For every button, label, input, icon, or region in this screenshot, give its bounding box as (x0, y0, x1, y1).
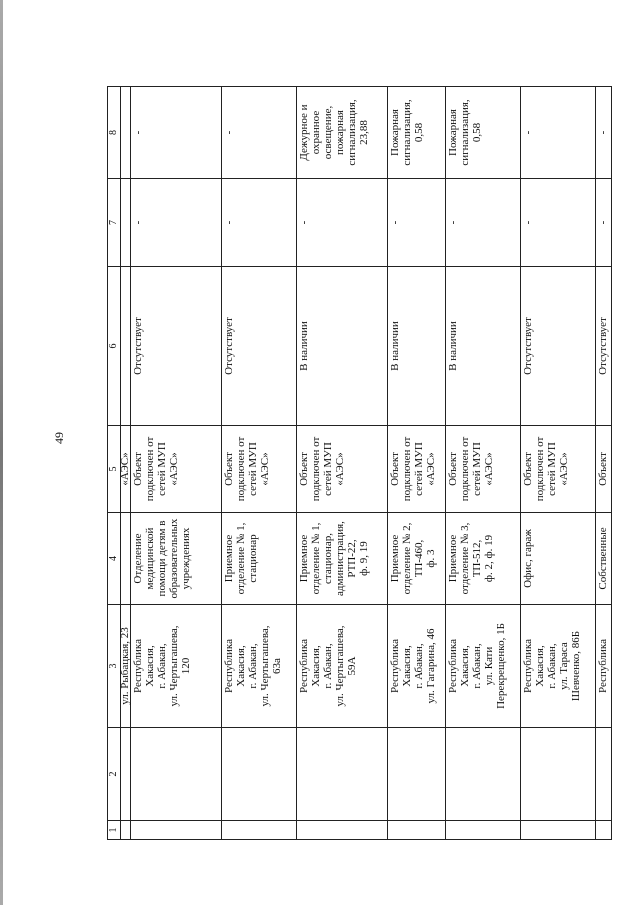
table-cell: В наличии (388, 267, 446, 426)
table-cell (131, 728, 222, 821)
table-cell: Приемное отделение № 2, ТП-460, ф. 3 (388, 513, 446, 605)
table-cell: Республика Хакасия, г. Абакан, ул. Чертыгашева, 63а (222, 605, 297, 728)
table-cell: Объект подключен от сетей МУП «АЭС» (445, 426, 520, 513)
table-cell: Республика Хакасия, г. Абакан, ул. Чертыгашева, 59А (297, 605, 388, 728)
table-cell: - (445, 179, 520, 267)
table-cell (121, 179, 131, 267)
continuation-row (121, 87, 131, 840)
rotated-table-wrapper (107, 87, 612, 840)
table-row (297, 87, 388, 840)
table-cell: Приемное отделение № 1, стационар (222, 513, 297, 605)
table-cell: Объект подключен от сетей МУП «АЭС» (222, 426, 297, 513)
table-cell: Объект подключен от сетей МУП «АЭС» (297, 426, 388, 513)
data-table (107, 86, 612, 840)
table-cell (388, 821, 446, 840)
table-cell: Отсутствует (596, 267, 612, 426)
table-cell: Дежурное и охранное освещение, пожарная сигнализация, 23,88 (297, 87, 388, 179)
table-cell: Отделение медицинской помощи детям в образовательных учреждениях (131, 513, 222, 605)
table-cell: Объект подключен от сетей МУП «АЭС» (388, 426, 446, 513)
table-cell: - (222, 179, 297, 267)
table-cell (121, 821, 131, 840)
table-cell (521, 728, 596, 821)
table-cell (596, 728, 612, 821)
table-cell: Пожарная сигнализация, 0,58 (445, 87, 520, 179)
table-cell: - (596, 179, 612, 267)
header-cell: 4 (108, 513, 121, 605)
table-cell (121, 87, 131, 179)
table-cell: Пожарная сигнализация, 0,58 (388, 87, 446, 179)
table-cell: Объект подключен от сетей МУП «АЭС» (521, 426, 596, 513)
table-row (445, 87, 520, 840)
table-cell: Собственные (596, 513, 612, 605)
table-cell (222, 728, 297, 821)
table-row (388, 87, 446, 840)
table-cell: Республика Хакасия, г. Абакан, ул. Гагарина, 46 (388, 605, 446, 728)
table-cell: - (596, 87, 612, 179)
table-cell: Объект подключен от сетей МУП «АЭС» (131, 426, 222, 513)
table-cell: Республика Хакасия, г. Абакан, ул. Кати Перекрещенко, 1Б (445, 605, 520, 728)
table-cell: Республика (596, 605, 612, 728)
page-number: 49 (52, 432, 66, 444)
table-cell: Республика Хакасия, г. Абакан, ул. Чертыгашева, 120 (131, 605, 222, 728)
table-cell: - (521, 87, 596, 179)
table-cell: Объект (596, 426, 612, 513)
table-cell: «АЭС» (121, 426, 131, 513)
table-cell: Отсутствует (222, 267, 297, 426)
table-cell (596, 821, 612, 840)
table-cell (222, 821, 297, 840)
table-cell: - (131, 87, 222, 179)
table-cell (388, 728, 446, 821)
table-cell: Приемное отделение № 1, стационар, администрация, РТП-22, ф. 9, 19 (297, 513, 388, 605)
scan-edge (0, 0, 3, 905)
header-cell: 2 (108, 728, 121, 821)
table-cell: Отсутствует (521, 267, 596, 426)
table-cell (297, 728, 388, 821)
table-cell: Республика Хакасия, г. Абакан, ул. Тараса Шевченко, 86Б (521, 605, 596, 728)
table-cell: ул. Рыбацкая, 23 (121, 605, 131, 728)
table-cell (121, 513, 131, 605)
table-cell: Офис, гараж (521, 513, 596, 605)
header-cell: 3 (108, 605, 121, 728)
header-cell: 8 (108, 87, 121, 179)
table-cell: - (521, 179, 596, 267)
header-cell: 6 (108, 267, 121, 426)
table-row (521, 87, 596, 840)
table-cell (131, 821, 222, 840)
table-cell: - (131, 179, 222, 267)
table-cell: - (222, 87, 297, 179)
table-cell: В наличии (445, 267, 520, 426)
table-row (222, 87, 297, 840)
header-cell: 1 (108, 821, 121, 840)
table-cell: - (388, 179, 446, 267)
header-cell: 5 (108, 426, 121, 513)
table-cell (521, 821, 596, 840)
table-cell: Приемное отделение № 3, ТП-512, ф. 2, ф. 19 (445, 513, 520, 605)
table-cell (445, 728, 520, 821)
table-cell (445, 821, 520, 840)
table-row (596, 87, 612, 840)
table-cell (121, 267, 131, 426)
table-row (131, 87, 222, 840)
table-cell: - (297, 179, 388, 267)
header-cell: 7 (108, 179, 121, 267)
table-cell: В наличии (297, 267, 388, 426)
table-cell (121, 728, 131, 821)
table-cell: Отсутствует (131, 267, 222, 426)
table-cell (297, 821, 388, 840)
